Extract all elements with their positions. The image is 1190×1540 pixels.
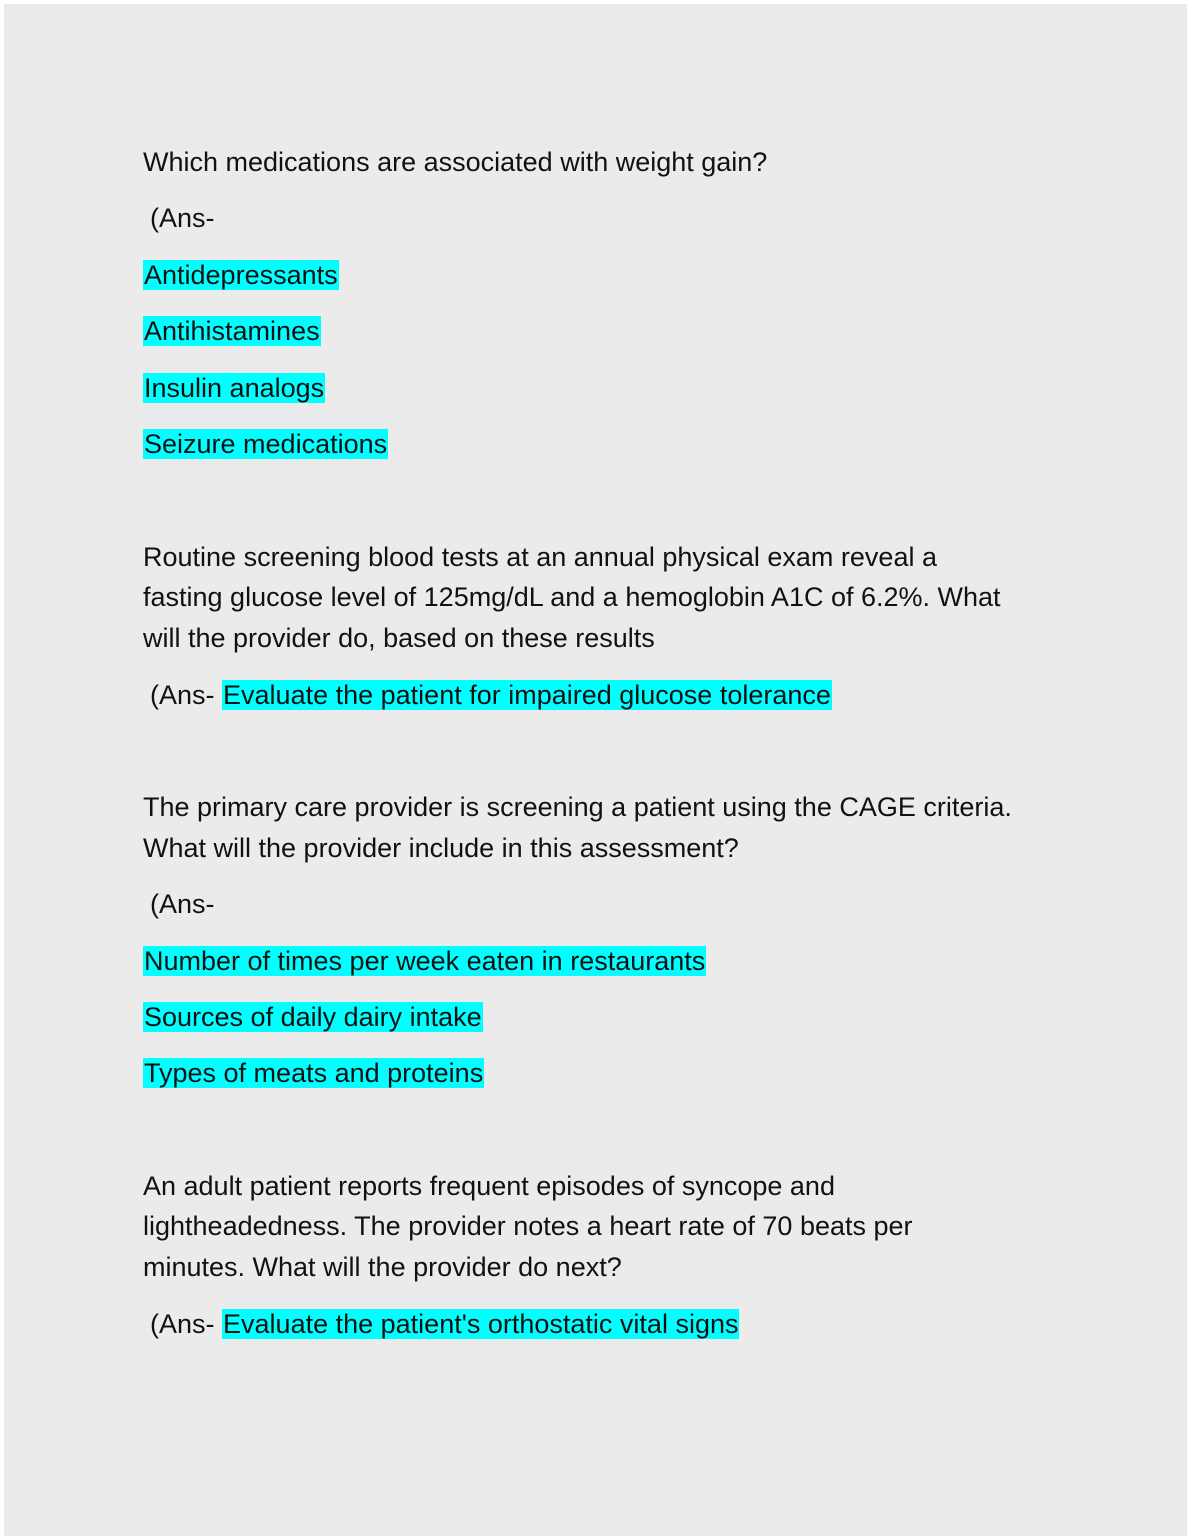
question-2-answer-line [143,675,832,715]
ans-prefix: (Ans- [150,1309,215,1339]
question-3-ans-prefix: (Ans- [150,889,215,919]
question-3-line-2: What will the provider include in this assessment? [143,833,739,863]
highlighted-answer: Sources of daily dairy intake [144,1002,482,1032]
question-4-answer-line [143,1304,739,1344]
ans-prefix: (Ans- [150,680,215,710]
question-4-line-2: lightheadedness. The provider notes a heart rate of 70 beats per [143,1211,913,1241]
highlighted-answer: Number of times per week eaten in restaurants [144,946,706,976]
question-2-line-2: fasting glucose level of 125mg/dL and a hemoglobin A1C of 6.2%. What [143,582,1001,612]
question-1-ans-prefix: (Ans- [150,203,215,233]
question-1-answer-1 [143,255,339,295]
highlighted-answer: Antidepressants [144,260,338,290]
question-1-answer-3 [143,368,325,408]
question-1-answer-4 [143,424,388,464]
question-4-line-1: An adult patient reports frequent episodes of syncope and [143,1171,835,1201]
question-4-line-3: minutes. What will the provider do next? [143,1252,622,1282]
highlighted-answer: Insulin analogs [144,373,325,403]
document-page [4,4,1187,1536]
highlighted-answer: Seizure medications [144,429,388,459]
question-2-line-1: Routine screening blood tests at an annual physical exam reveal a [143,542,937,572]
question-3-answer-1 [143,941,706,981]
highlighted-answer: Antihistamines [144,316,320,346]
question-2-line-3: will the provider do, based on these results [143,623,655,653]
question-3-answer-2 [143,997,483,1037]
question-1-answer-2 [143,311,321,351]
highlighted-answer: Evaluate the patient's orthostatic vital signs [223,1309,739,1339]
question-3-answer-3 [143,1053,484,1093]
highlighted-answer: Evaluate the patient for impaired glucose tolerance [223,680,831,710]
question-1-text: Which medications are associated with weight gain? [143,147,768,177]
question-3-line-1: The primary care provider is screening a patient using the CAGE criteria. [143,792,1012,822]
highlighted-answer: Types of meats and proteins [144,1058,484,1088]
